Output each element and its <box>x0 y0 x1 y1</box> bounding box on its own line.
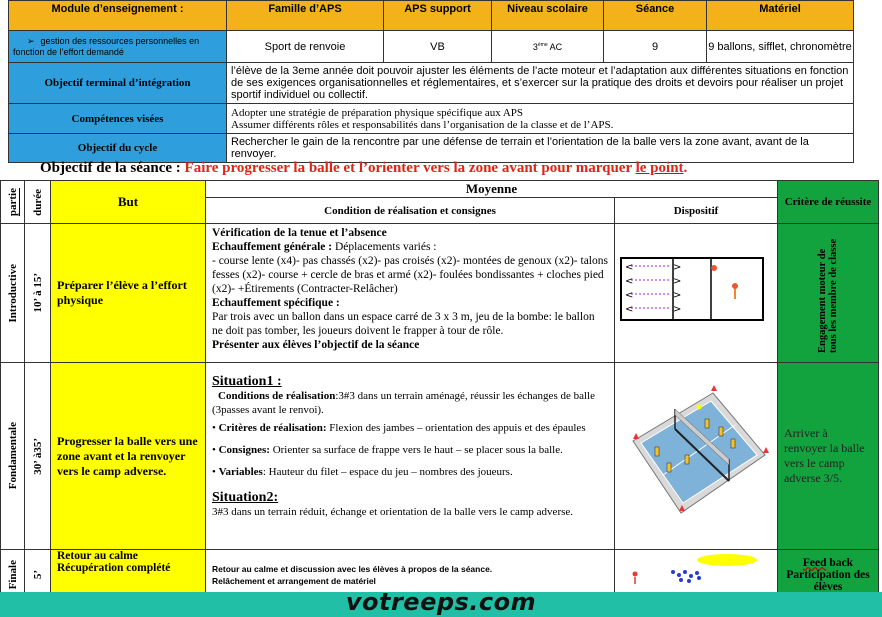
duree-introductive: 10’ à 15’ <box>25 224 51 363</box>
partie-introductive: Introductive <box>1 224 25 363</box>
session-objective-label: Objectif de la séance : <box>40 160 181 176</box>
but-fondamentale: Progresser la balle vers une zone avant et la renvoyer vers le camp adverse. <box>51 363 206 550</box>
module-cell <box>9 31 227 63</box>
objectif-cycle-text: Rechercher le gain de la rencontre par une défense de terrain et l’orientation de la balle vers la zone avant, avant de la renvoyer. <box>227 134 854 163</box>
header-niveau: Niveau scolaire <box>492 1 604 31</box>
header-module: Module d’enseignement : <box>9 1 227 31</box>
niveau-value: 3ème AC <box>492 31 604 63</box>
seance-value: 9 <box>604 31 707 63</box>
svg-text:<: < <box>625 304 634 315</box>
session-objective <box>40 160 687 177</box>
partie-fondamentale: Fondamentale <box>1 363 25 550</box>
svg-text:>: > <box>673 262 682 273</box>
header-condition: Condition de réalisation et consignes <box>206 198 615 224</box>
critere-fondamentale: Arriver à renvoyer la balle vers le camp adverse 3/5. <box>778 363 879 550</box>
materiel-value: 9 ballons, sifflet, chronomètre <box>707 31 854 63</box>
critere-finale: Feed back Participation des élèves <box>778 550 879 600</box>
competences-text: Adopter une stratégie de préparation physique spécifique aux APS Assumer différents rôles et responsabilités dans l’organisation de la classe et de l’APS. <box>227 104 854 134</box>
header-seance: Séance <box>604 1 707 31</box>
condition-introductive: Vérification de la tenue et l’absence Echauffement générale : Déplacements variés : - course lente (x4)- pas chassés (x2)- pas croisés (x2)- montées de genoux (x2)- talons fesses (x2)- course + cercle de bras et armé (x2)- foulées bondissantes + cloches pied (x2)- +Étirements (Contracter-Relâcher) Echauffement spécifique : Par trois avec un ballon dans un espace carré de 3 x 3 m, jeu de la bombe: le ballon ne doit pas tomber, les joueurs doivent le frapper à tour de rôle. Présenter aux élèves l’objectif de la séance <box>206 224 615 363</box>
partie-finale: Finale <box>1 550 25 600</box>
header-moyenne: Moyenne <box>206 181 778 198</box>
condition-finale: Retour au calme et discussion avec les élèves à propos de la séance. Relâchement et arrangement de matériel <box>206 550 615 600</box>
but-introductive: Préparer l’élève a l’effort physique <box>51 224 206 363</box>
footer-watermark: votreeps.com <box>345 588 537 616</box>
dispositif-fondamentale <box>615 363 778 550</box>
label-objectif-terminal: Objectif terminal d’intégration <box>9 63 227 104</box>
header-aps: APS support <box>384 1 492 31</box>
duree-finale: 5’ <box>25 550 51 600</box>
aps-value: VB <box>384 31 492 63</box>
warmup-court-diagram <box>615 224 776 357</box>
volleyball-court-3d-icon <box>615 363 776 544</box>
svg-text:<: < <box>625 290 634 301</box>
label-objectif-cycle: Objectif du cycle <box>9 134 227 163</box>
svg-text:>: > <box>673 304 682 315</box>
svg-text:>: > <box>673 290 682 301</box>
label-competences: Compétences visées <box>9 104 227 134</box>
header-critere: Critère de réussite <box>778 181 879 224</box>
dispositif-introductive <box>615 224 778 363</box>
duree-fondamentale: 30’ à35’ <box>25 363 51 550</box>
but-finale: Retour au calme Récupération complété <box>51 550 206 600</box>
objectif-terminal-text: l’élève de la 3eme année doit pouvoir ajuster les éléments de l’acte moteur et l’adaptation aux différentes situations en fonction de ses exigences organisationnelles et réglementaires, et s’exercer sur la pratique des droits et devoirs pour réaliser un projet sportif individuel ou collectif. <box>227 63 854 104</box>
header-materiel: Matériel <box>707 1 854 31</box>
arrow-bullet-icon: ➢ <box>27 35 35 46</box>
header-but: But <box>51 181 206 224</box>
famille-value: Sport de renvoie <box>227 31 384 63</box>
header-famille: Famille d’APS <box>227 1 384 31</box>
header-duree: durée <box>25 181 51 224</box>
svg-text:>: > <box>673 276 682 287</box>
session-objective-text: Faire progresser la balle et l’orienter vers la zone avant pour marquer le point. <box>184 160 688 176</box>
svg-text:<: < <box>625 276 634 287</box>
header-dispositif: Dispositif <box>615 198 778 224</box>
condition-fondamentale: Situation1 : Conditions de réalisation:3#3 dans un terrain aménagé, réussir les échanges de balle (3passes avant le renvoi). • Critères de réalisation: Flexion des jambes – orientation des appuis et des épaules • Consignes: Orienter sa surface de frappe vers le haut – se placer sous la balle. • Variables: Hauteur du filet – espace du jeu – nombres des joueurs. Situation2: 3#3 dans un terrain réduit, échange et orientation de la balle vers le camp adverse. <box>206 363 615 550</box>
module-text: gestion des ressources personnelles en fonction de l’effort demandé <box>13 35 200 57</box>
header-table <box>8 0 854 163</box>
header-partie: partie <box>1 181 25 224</box>
svg-text:<: < <box>625 262 634 273</box>
session-table <box>0 180 879 600</box>
critere-introductive: Engagement moteur de tous les membre de classe <box>778 224 879 363</box>
